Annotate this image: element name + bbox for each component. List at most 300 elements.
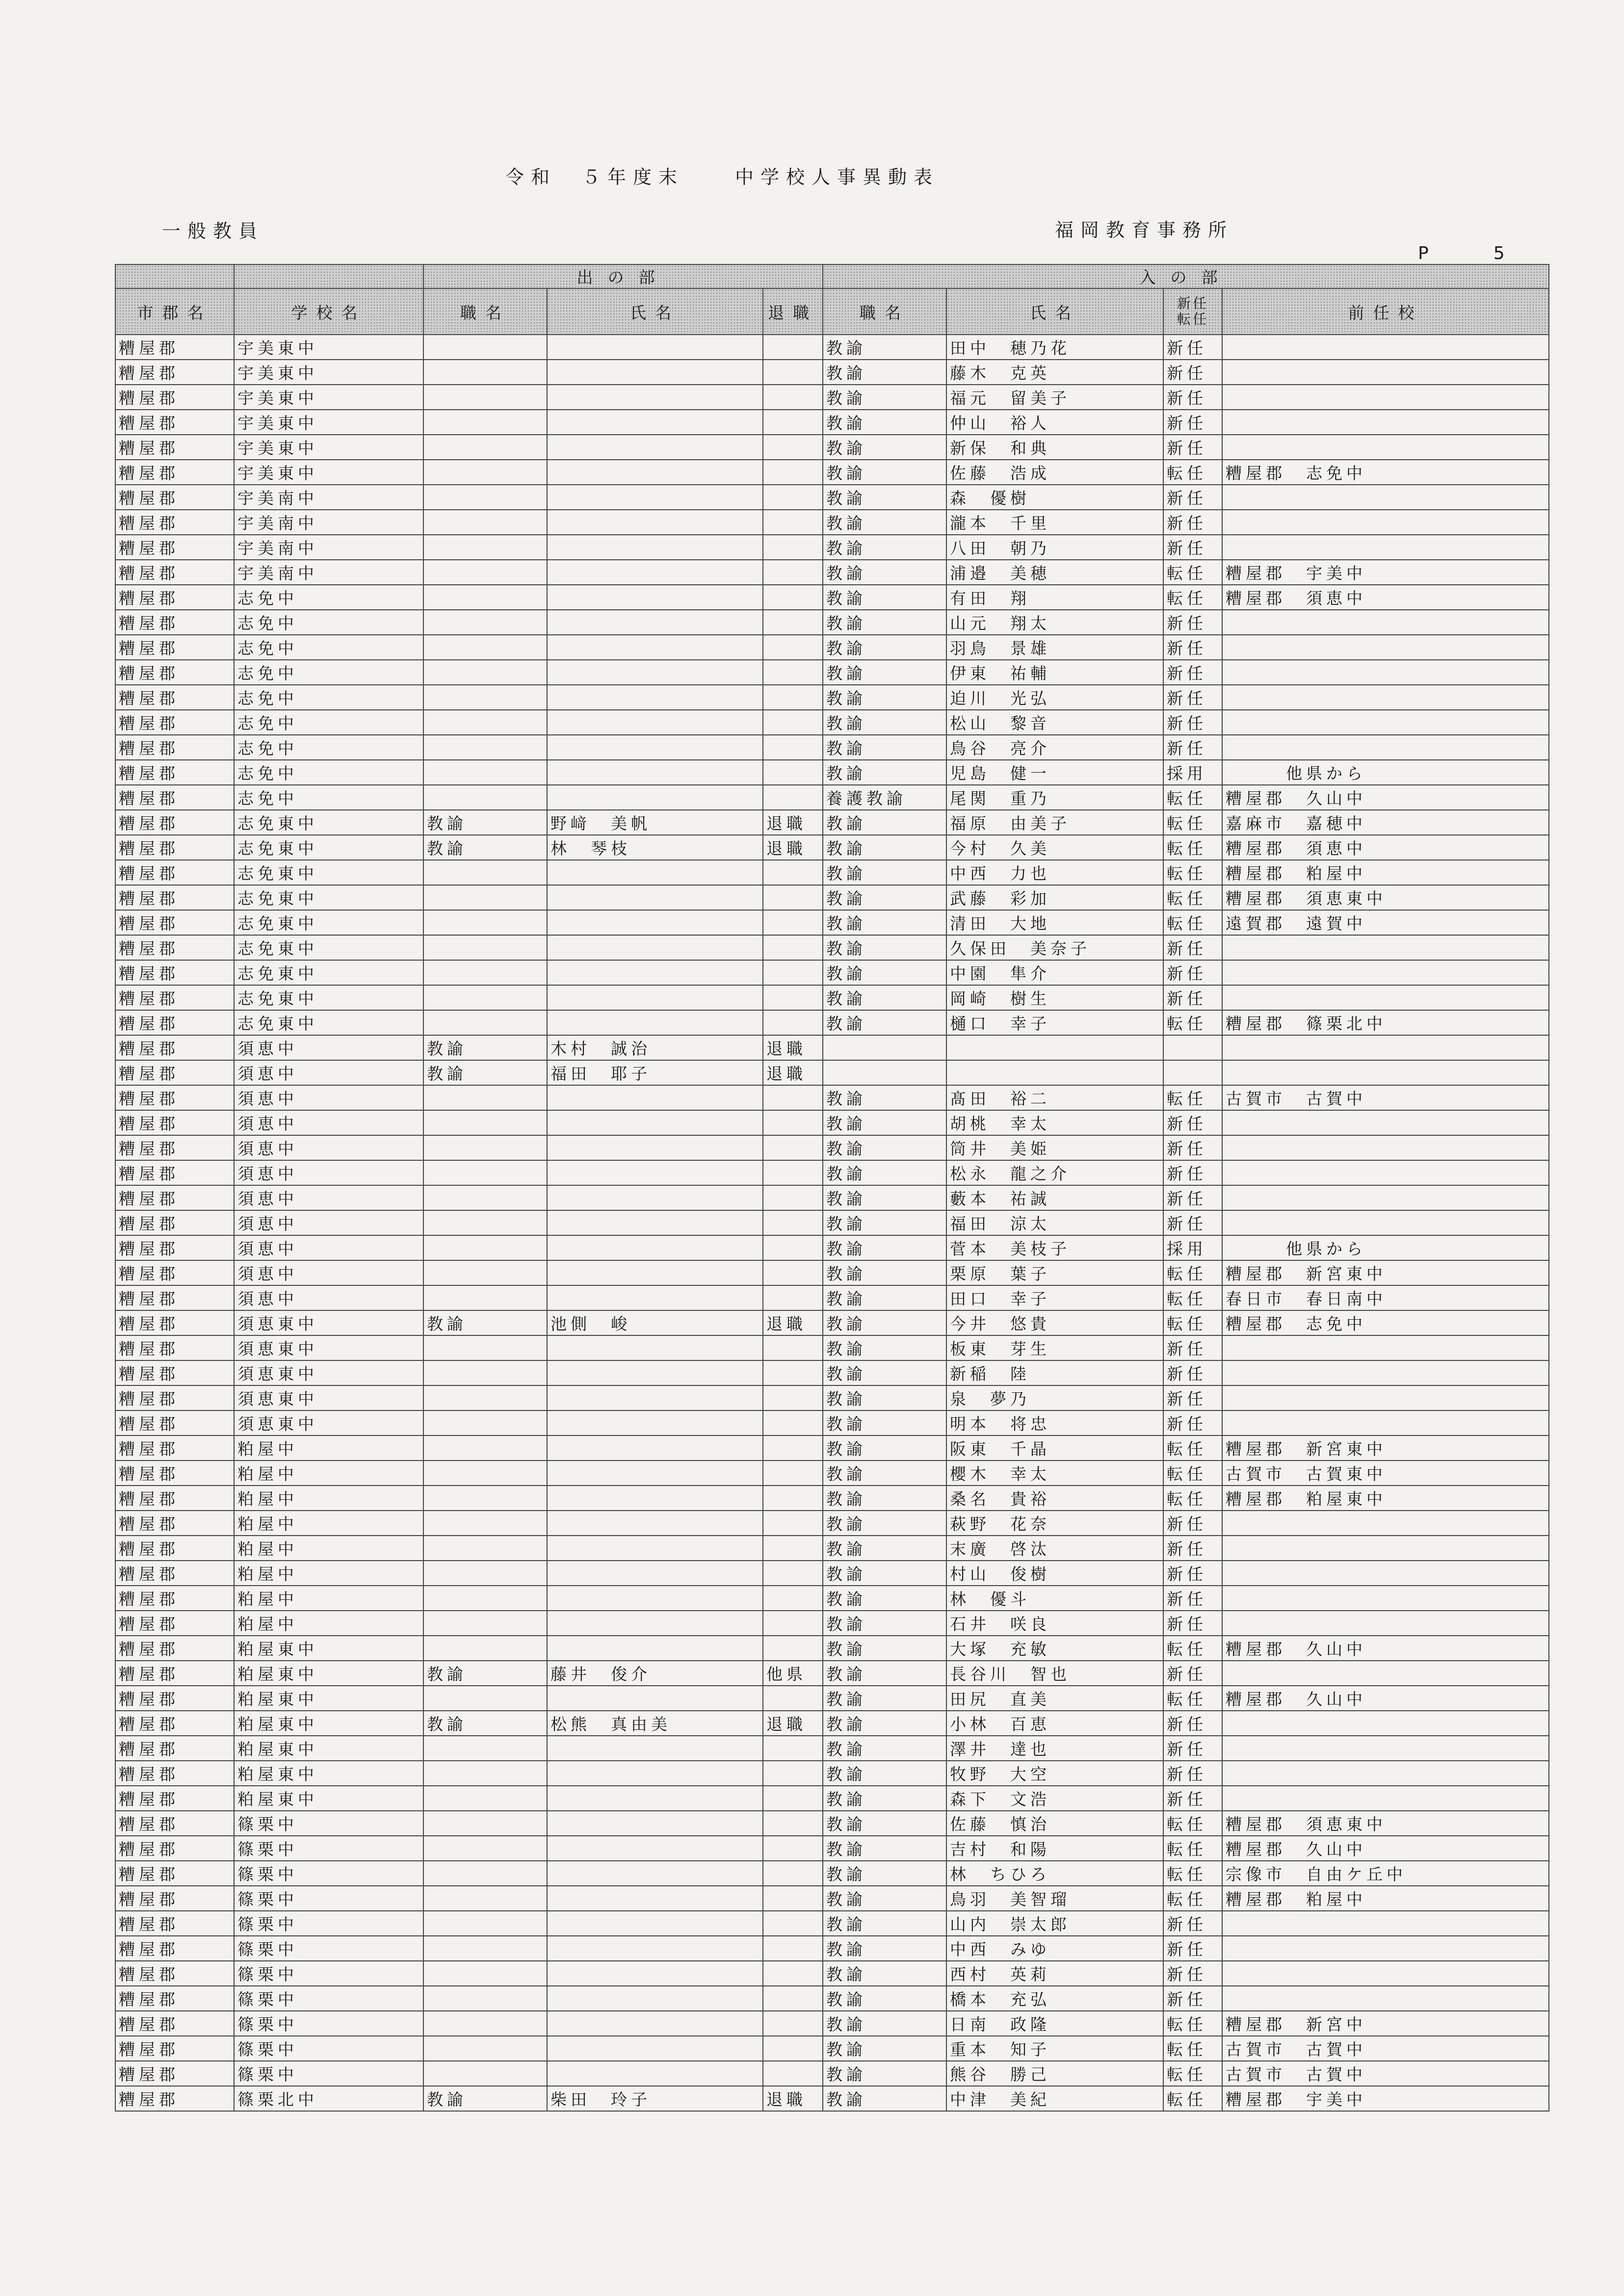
city-cell: 糟屋郡 xyxy=(115,460,234,485)
school-cell: 志免中 xyxy=(234,610,423,635)
in-name-cell: 大塚 充敏 xyxy=(946,1636,1163,1661)
out-reason-cell: 退職 xyxy=(763,810,823,835)
out-reason-cell xyxy=(763,1586,823,1611)
city-cell: 糟屋郡 xyxy=(115,1085,234,1110)
in-name-cell: 林 ちひろ xyxy=(946,1861,1163,1886)
out-post-cell xyxy=(423,935,547,960)
out-reason-cell xyxy=(763,1160,823,1185)
out-reason-cell xyxy=(763,685,823,710)
in-name-cell: 中西 力也 xyxy=(946,860,1163,885)
school-cell: 宇美東中 xyxy=(234,410,423,435)
in-type-cell: 転任 xyxy=(1163,560,1222,585)
prev-school-cell: 糟屋郡 宇美中 xyxy=(1222,2086,1549,2111)
in-name-cell: 清田 大地 xyxy=(946,910,1163,935)
in-type-cell: 新任 xyxy=(1163,710,1222,735)
out-name-cell xyxy=(547,1385,763,1410)
school-cell: 粕屋東中 xyxy=(234,1661,423,1686)
out-name-cell xyxy=(547,535,763,560)
prev-school-cell: 糟屋郡 須恵東中 xyxy=(1222,885,1549,910)
out-reason-cell xyxy=(763,1360,823,1385)
in-post-cell: 教諭 xyxy=(823,1335,946,1360)
out-reason-cell xyxy=(763,485,823,510)
in-post-cell: 教諭 xyxy=(823,485,946,510)
school-cell: 粕屋中 xyxy=(234,1586,423,1611)
out-reason-cell xyxy=(763,760,823,785)
in-type-cell: 新任 xyxy=(1163,435,1222,460)
school-cell: 篠栗中 xyxy=(234,1936,423,1961)
out-reason-cell xyxy=(763,2061,823,2086)
out-name-cell: 野﨑 美帆 xyxy=(547,810,763,835)
prev-school-cell xyxy=(1222,510,1549,535)
out-post-cell xyxy=(423,1135,547,1160)
school-cell: 粕屋中 xyxy=(234,1486,423,1511)
in-type-cell: 新任 xyxy=(1163,1561,1222,1586)
out-reason-cell xyxy=(763,1185,823,1210)
school-cell: 宇美東中 xyxy=(234,360,423,385)
in-type-cell: 新任 xyxy=(1163,1360,1222,1385)
in-post-cell: 教諭 xyxy=(823,360,946,385)
office-name: 福岡教育事務所 xyxy=(1055,219,1234,241)
out-post-cell xyxy=(423,385,547,410)
in-type-cell: 新任 xyxy=(1163,510,1222,535)
in-type-cell: 新任 xyxy=(1163,960,1222,985)
prev-school-cell xyxy=(1222,1210,1549,1235)
in-type-cell: 新任 xyxy=(1163,635,1222,660)
in-name-cell: 胡桃 幸太 xyxy=(946,1110,1163,1135)
out-reason-cell xyxy=(763,1260,823,1285)
city-cell: 糟屋郡 xyxy=(115,360,234,385)
out-post-cell xyxy=(423,335,547,360)
out-reason-cell xyxy=(763,910,823,935)
table-row xyxy=(115,1035,1549,1060)
table-row xyxy=(115,1410,1549,1435)
school-cell: 宇美東中 xyxy=(234,435,423,460)
in-type-cell: 転任 xyxy=(1163,1085,1222,1110)
in-name-cell: 村山 俊樹 xyxy=(946,1561,1163,1586)
out-reason-cell xyxy=(763,1335,823,1360)
table-row xyxy=(115,1060,1549,1085)
school-cell: 志免中 xyxy=(234,785,423,810)
prev-school-cell: 遠賀郡 遠賀中 xyxy=(1222,910,1549,935)
prev-school-cell xyxy=(1222,1661,1549,1686)
in-post-cell: 教諭 xyxy=(823,735,946,760)
prev-school-cell xyxy=(1222,935,1549,960)
in-type-cell: 新任 xyxy=(1163,1536,1222,1561)
school-cell: 須恵東中 xyxy=(234,1335,423,1360)
school-cell: 宇美東中 xyxy=(234,460,423,485)
col-header-in-type xyxy=(1163,288,1222,335)
in-type-cell: 新任 xyxy=(1163,660,1222,685)
in-name-cell: 林 優斗 xyxy=(946,1586,1163,1611)
in-name-cell xyxy=(946,1035,1163,1060)
city-cell: 糟屋郡 xyxy=(115,1486,234,1511)
in-name-cell: 森 優樹 xyxy=(946,485,1163,510)
table-row xyxy=(115,1010,1549,1035)
out-reason-cell xyxy=(763,1886,823,1911)
out-post-cell xyxy=(423,1010,547,1035)
school-cell: 須恵中 xyxy=(234,1035,423,1060)
city-cell: 糟屋郡 xyxy=(115,685,234,710)
in-post-cell: 教諭 xyxy=(823,1410,946,1435)
in-type-cell: 新任 xyxy=(1163,1110,1222,1135)
city-cell: 糟屋郡 xyxy=(115,1110,234,1135)
out-post-cell xyxy=(423,460,547,485)
out-post-cell xyxy=(423,1886,547,1911)
city-cell: 糟屋郡 xyxy=(115,1160,234,1185)
out-name-cell xyxy=(547,660,763,685)
col-header-city: 市郡名 xyxy=(115,288,234,335)
table-row xyxy=(115,1661,1549,1686)
prev-school-cell xyxy=(1222,685,1549,710)
out-name-cell xyxy=(547,1335,763,1360)
in-post-cell: 教諭 xyxy=(823,1586,946,1611)
out-reason-cell xyxy=(763,1210,823,1235)
table-row xyxy=(115,1936,1549,1961)
in-post-cell: 教諭 xyxy=(823,2011,946,2036)
school-cell: 篠栗中 xyxy=(234,1861,423,1886)
school-cell: 須恵東中 xyxy=(234,1360,423,1385)
city-cell: 糟屋郡 xyxy=(115,1736,234,1761)
table-row xyxy=(115,535,1549,560)
table-row xyxy=(115,385,1549,410)
out-reason-cell xyxy=(763,1235,823,1260)
out-name-cell xyxy=(547,885,763,910)
in-post-cell: 教諭 xyxy=(823,1986,946,2011)
table-row xyxy=(115,1210,1549,1235)
out-post-cell xyxy=(423,760,547,785)
in-type-cell: 新任 xyxy=(1163,1661,1222,1686)
out-post-cell: 教諭 xyxy=(423,835,547,860)
in-type-cell: 新任 xyxy=(1163,1185,1222,1210)
in-post-cell: 教諭 xyxy=(823,1811,946,1836)
table-row xyxy=(115,935,1549,960)
out-name-cell xyxy=(547,985,763,1010)
table-row xyxy=(115,1761,1549,1786)
out-reason-cell xyxy=(763,635,823,660)
out-name-cell xyxy=(547,910,763,935)
out-reason-cell xyxy=(763,1085,823,1110)
city-cell: 糟屋郡 xyxy=(115,960,234,985)
in-name-cell: 松永 龍之介 xyxy=(946,1160,1163,1185)
prev-school-cell: 糟屋郡 須恵中 xyxy=(1222,585,1549,610)
out-reason-cell xyxy=(763,1611,823,1636)
in-type-cell: 転任 xyxy=(1163,1686,1222,1711)
city-cell: 糟屋郡 xyxy=(115,2036,234,2061)
in-name-cell: 鳥羽 美智瑠 xyxy=(946,1886,1163,1911)
school-cell: 志免東中 xyxy=(234,885,423,910)
in-name-cell: 児島 健一 xyxy=(946,760,1163,785)
table-row xyxy=(115,685,1549,710)
table-row xyxy=(115,960,1549,985)
prev-school-cell xyxy=(1222,1536,1549,1561)
city-cell: 糟屋郡 xyxy=(115,1786,234,1811)
in-post-cell: 教諭 xyxy=(823,1961,946,1986)
in-name-cell: 萩野 花奈 xyxy=(946,1511,1163,1536)
prev-school-cell xyxy=(1222,335,1549,360)
city-cell: 糟屋郡 xyxy=(115,985,234,1010)
school-cell: 粕屋東中 xyxy=(234,1786,423,1811)
prev-school-cell xyxy=(1222,385,1549,410)
in-name-cell: 髙田 裕二 xyxy=(946,1085,1163,1110)
city-cell: 糟屋郡 xyxy=(115,1861,234,1886)
out-reason-cell xyxy=(763,1135,823,1160)
prev-school-cell xyxy=(1222,735,1549,760)
prev-school-cell: 糟屋郡 粕屋東中 xyxy=(1222,1486,1549,1511)
prev-school-cell xyxy=(1222,1360,1549,1385)
out-reason-cell xyxy=(763,510,823,535)
out-reason-cell xyxy=(763,710,823,735)
table-row xyxy=(115,485,1549,510)
in-post-cell: 教諭 xyxy=(823,1310,946,1335)
out-reason-cell xyxy=(763,1911,823,1936)
out-post-cell xyxy=(423,1961,547,1986)
in-type-cell: 転任 xyxy=(1163,1861,1222,1886)
out-reason-cell xyxy=(763,1811,823,1836)
out-name-cell xyxy=(547,610,763,635)
table-row xyxy=(115,1836,1549,1861)
in-type-cell: 転任 xyxy=(1163,835,1222,860)
out-reason-cell xyxy=(763,460,823,485)
out-reason-cell: 退職 xyxy=(763,1310,823,1335)
out-name-cell xyxy=(547,1210,763,1235)
out-post-cell xyxy=(423,1611,547,1636)
table-row xyxy=(115,1736,1549,1761)
in-post-cell: 教諭 xyxy=(823,685,946,710)
out-post-cell xyxy=(423,2011,547,2036)
city-cell: 糟屋郡 xyxy=(115,1686,234,1711)
table-row xyxy=(115,1385,1549,1410)
out-name-cell xyxy=(547,1936,763,1961)
school-cell: 宇美南中 xyxy=(234,510,423,535)
out-reason-cell xyxy=(763,1636,823,1661)
prev-school-cell xyxy=(1222,410,1549,435)
city-cell: 糟屋郡 xyxy=(115,1611,234,1636)
out-reason-cell xyxy=(763,1861,823,1886)
school-cell: 宇美南中 xyxy=(234,485,423,510)
school-cell: 篠栗中 xyxy=(234,1961,423,1986)
prev-school-cell xyxy=(1222,1911,1549,1936)
out-name-cell xyxy=(547,1511,763,1536)
out-name-cell xyxy=(547,335,763,360)
in-type-cell: 新任 xyxy=(1163,485,1222,510)
staff-category: 一般教員 xyxy=(162,220,264,242)
out-post-cell xyxy=(423,1235,547,1260)
out-post-cell xyxy=(423,360,547,385)
in-name-cell: 重本 知子 xyxy=(946,2036,1163,2061)
in-name-cell: 八田 朝乃 xyxy=(946,535,1163,560)
city-cell: 糟屋郡 xyxy=(115,935,234,960)
prev-school-cell: 糟屋郡 須恵中 xyxy=(1222,835,1549,860)
city-cell: 糟屋郡 xyxy=(115,1711,234,1736)
out-reason-cell xyxy=(763,960,823,985)
out-reason-cell xyxy=(763,1761,823,1786)
table-row xyxy=(115,2086,1549,2111)
city-cell: 糟屋郡 xyxy=(115,585,234,610)
in-type-cell: 新任 xyxy=(1163,385,1222,410)
city-cell: 糟屋郡 xyxy=(115,910,234,935)
out-reason-cell xyxy=(763,1961,823,1986)
in-type-cell: 新任 xyxy=(1163,1210,1222,1235)
out-reason-cell: 他県 xyxy=(763,1661,823,1686)
in-post-cell: 教諭 xyxy=(823,1836,946,1861)
prev-school-cell: 古賀市 古賀中 xyxy=(1222,1085,1549,1110)
out-reason-cell: 退職 xyxy=(763,1060,823,1085)
out-name-cell xyxy=(547,2061,763,2086)
out-reason-cell xyxy=(763,735,823,760)
in-name-cell: 森下 文浩 xyxy=(946,1786,1163,1811)
city-cell: 糟屋郡 xyxy=(115,860,234,885)
in-post-cell: 教諭 xyxy=(823,1611,946,1636)
out-name-cell xyxy=(547,2011,763,2036)
in-type-cell: 新任 xyxy=(1163,335,1222,360)
out-post-cell xyxy=(423,910,547,935)
in-post-cell: 教諭 xyxy=(823,1561,946,1586)
city-cell: 糟屋郡 xyxy=(115,1335,234,1360)
table-row xyxy=(115,785,1549,810)
out-name-cell xyxy=(547,1836,763,1861)
out-name-cell xyxy=(547,435,763,460)
in-type-cell: 新任 xyxy=(1163,985,1222,1010)
out-reason-cell xyxy=(763,1986,823,2011)
in-type-cell: 新任 xyxy=(1163,935,1222,960)
school-cell: 粕屋中 xyxy=(234,1461,423,1486)
out-post-cell xyxy=(423,685,547,710)
city-cell: 糟屋郡 xyxy=(115,1536,234,1561)
in-type-cell: 転任 xyxy=(1163,1886,1222,1911)
in-type-cell: 新任 xyxy=(1163,1410,1222,1435)
document-title: 令和 ５年度末 中学校人事異動表 xyxy=(505,166,940,188)
out-name-cell xyxy=(547,1486,763,1511)
in-type-cell: 新任 xyxy=(1163,1711,1222,1736)
school-cell: 志免東中 xyxy=(234,985,423,1010)
out-post-cell xyxy=(423,1536,547,1561)
col-header-prev-school: 前任校 xyxy=(1222,288,1549,335)
school-cell: 須恵中 xyxy=(234,1235,423,1260)
table-row xyxy=(115,410,1549,435)
table-row xyxy=(115,1911,1549,1936)
table-row xyxy=(115,1285,1549,1310)
in-post-cell: 教諭 xyxy=(823,1210,946,1235)
out-reason-cell xyxy=(763,360,823,385)
in-name-cell: 福田 涼太 xyxy=(946,1210,1163,1235)
out-reason-cell xyxy=(763,935,823,960)
out-reason-cell: 退職 xyxy=(763,1035,823,1060)
prev-school-cell: 古賀市 古賀中 xyxy=(1222,2036,1549,2061)
in-name-cell: 岡崎 樹生 xyxy=(946,985,1163,1010)
out-name-cell xyxy=(547,1085,763,1110)
col-header-out-reason: 退職 xyxy=(763,288,823,335)
in-name-cell: 佐藤 浩成 xyxy=(946,460,1163,485)
in-type-cell: 新任 xyxy=(1163,1135,1222,1160)
out-name-cell xyxy=(547,1586,763,1611)
city-cell: 糟屋郡 xyxy=(115,810,234,835)
in-post-cell: 教諭 xyxy=(823,1786,946,1811)
prev-school-cell xyxy=(1222,635,1549,660)
out-name-cell xyxy=(547,1761,763,1786)
in-post-cell: 教諭 xyxy=(823,885,946,910)
table-row xyxy=(115,2036,1549,2061)
city-cell: 糟屋郡 xyxy=(115,1511,234,1536)
in-name-cell: 福元 留美子 xyxy=(946,385,1163,410)
out-name-cell xyxy=(547,1110,763,1135)
in-name-cell: 中園 隼介 xyxy=(946,960,1163,985)
out-reason-cell xyxy=(763,1110,823,1135)
prev-school-cell xyxy=(1222,485,1549,510)
out-name-cell xyxy=(547,485,763,510)
in-post-cell: 教諭 xyxy=(823,660,946,685)
prev-school-cell xyxy=(1222,1110,1549,1135)
table-row xyxy=(115,910,1549,935)
in-name-cell: 新保 和典 xyxy=(946,435,1163,460)
in-type-cell: 転任 xyxy=(1163,860,1222,885)
prev-school-cell: 糟屋郡 粕屋中 xyxy=(1222,860,1549,885)
out-reason-cell xyxy=(763,385,823,410)
in-name-cell: 伊東 祐輔 xyxy=(946,660,1163,685)
out-reason-cell xyxy=(763,1410,823,1435)
in-type-cell: 新任 xyxy=(1163,410,1222,435)
school-cell: 粕屋東中 xyxy=(234,1736,423,1761)
in-post-cell: 教諭 xyxy=(823,1385,946,1410)
out-name-cell xyxy=(547,1285,763,1310)
in-name-cell: 田口 幸子 xyxy=(946,1285,1163,1310)
city-cell: 糟屋郡 xyxy=(115,335,234,360)
school-cell: 志免中 xyxy=(234,660,423,685)
out-post-cell xyxy=(423,1335,547,1360)
table-row xyxy=(115,1536,1549,1561)
header-group-in: 入の部 xyxy=(823,264,1549,288)
table-row xyxy=(115,735,1549,760)
out-name-cell xyxy=(547,1360,763,1385)
in-name-cell: 吉村 和陽 xyxy=(946,1836,1163,1861)
prev-school-cell: 糟屋郡 志免中 xyxy=(1222,1310,1549,1335)
table-row xyxy=(115,1235,1549,1260)
table-row xyxy=(115,335,1549,360)
in-post-cell xyxy=(823,1035,946,1060)
out-post-cell xyxy=(423,960,547,985)
in-name-cell: 有田 翔 xyxy=(946,585,1163,610)
prev-school-cell xyxy=(1222,1986,1549,2011)
out-reason-cell xyxy=(763,435,823,460)
city-cell: 糟屋郡 xyxy=(115,1761,234,1786)
in-type-cell: 転任 xyxy=(1163,1310,1222,1335)
out-name-cell xyxy=(547,1536,763,1561)
in-post-cell: 養護教諭 xyxy=(823,785,946,810)
prev-school-cell: 嘉麻市 嘉穂中 xyxy=(1222,810,1549,835)
in-name-cell: 迫川 光弘 xyxy=(946,685,1163,710)
prev-school-cell: 糟屋郡 須恵東中 xyxy=(1222,1811,1549,1836)
out-reason-cell xyxy=(763,660,823,685)
table-row xyxy=(115,1160,1549,1185)
city-cell: 糟屋郡 xyxy=(115,1035,234,1060)
out-name-cell xyxy=(547,1636,763,1661)
out-name-cell: 松熊 真由美 xyxy=(547,1711,763,1736)
prev-school-cell xyxy=(1222,1335,1549,1360)
in-type-cell: 転任 xyxy=(1163,2086,1222,2111)
prev-school-cell xyxy=(1222,1586,1549,1611)
school-cell: 粕屋中 xyxy=(234,1611,423,1636)
table-row xyxy=(115,1260,1549,1285)
school-cell: 粕屋中 xyxy=(234,1511,423,1536)
table-row xyxy=(115,660,1549,685)
out-post-cell xyxy=(423,660,547,685)
out-name-cell xyxy=(547,1811,763,1836)
prev-school-cell xyxy=(1222,1561,1549,1586)
header-blank-school xyxy=(234,264,423,288)
prev-school-cell: 古賀市 古賀中 xyxy=(1222,2061,1549,2086)
out-post-cell xyxy=(423,1511,547,1536)
out-name-cell xyxy=(547,685,763,710)
in-name-cell: 羽鳥 景雄 xyxy=(946,635,1163,660)
